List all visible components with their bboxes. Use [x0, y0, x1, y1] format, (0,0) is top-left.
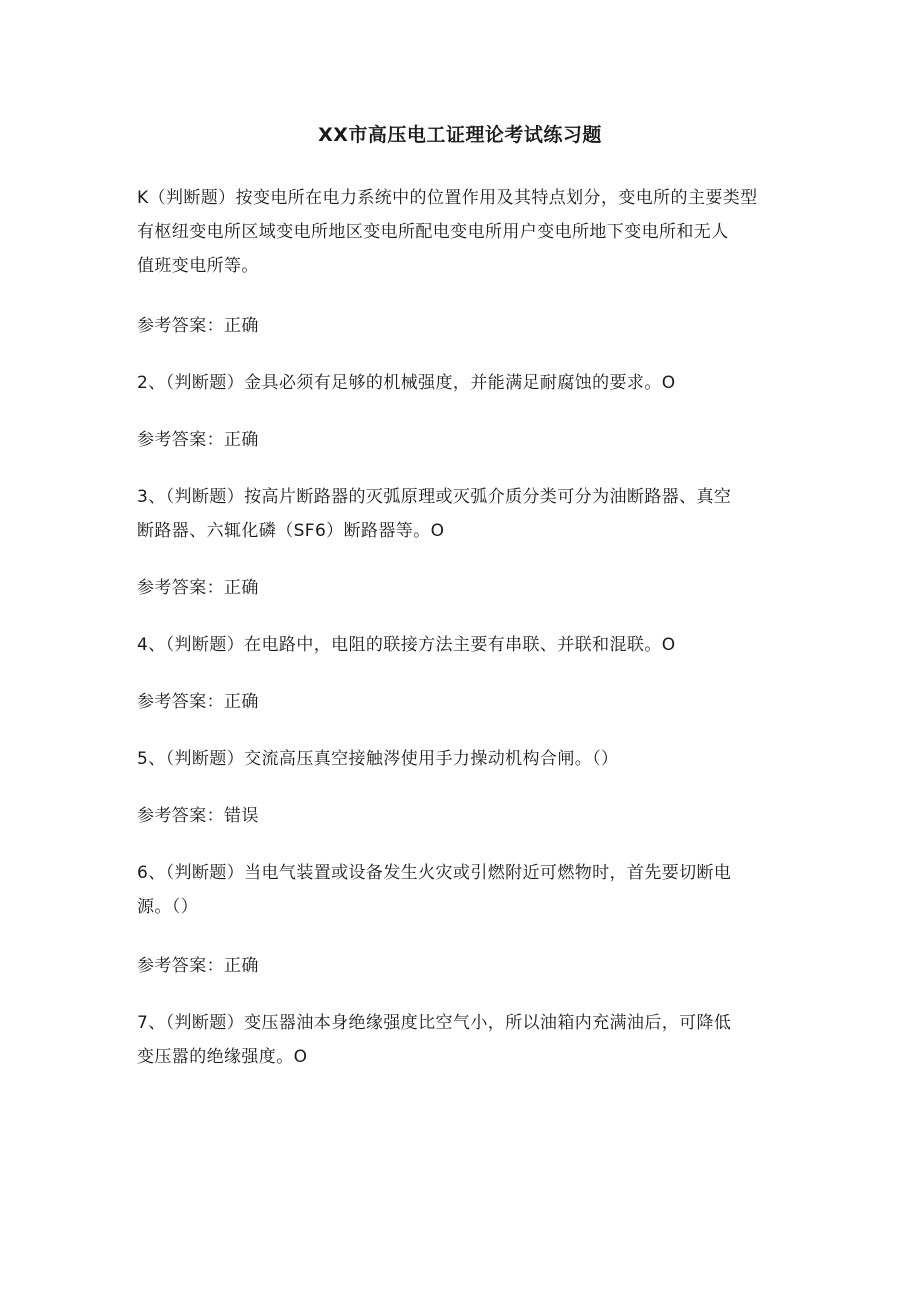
question-text-line: 断路器、六辄化磷（SF6）断路器等。O [137, 521, 445, 541]
question-2 [137, 366, 787, 400]
question-text-line: 有枢纽变电所区域变电所地区变电所配电变电所用户变电所地下变电所和无人 [137, 222, 729, 242]
answer-6: 参考答案：正确 [137, 956, 259, 976]
answer-5: 参考答案：错误 [137, 806, 259, 826]
question-text-line: 源。（） [137, 897, 199, 917]
question-4 [137, 628, 787, 662]
question-text-line: 6、（判断题）当电气装置或设备发生火灾或引燃附近可燃物时，首先要切断电 [137, 863, 732, 883]
question-5 [137, 742, 787, 776]
document-title: XX市高压电工证理论考试练习题 [318, 124, 602, 146]
answer-1: 参考答案：正确 [137, 316, 259, 336]
question-text-line: 2、（判断题）金具必须有足够的机械强度，并能满足耐腐蚀的要求。O [137, 373, 676, 393]
question-text-line: 值班变电所等。 [137, 256, 259, 276]
question-1 [137, 181, 787, 283]
question-text-line: K（判断题）按变电所在电力系统中的位置作用及其特点划分，变电所的主要类型 [137, 188, 758, 208]
question-3 [137, 480, 787, 548]
answer-4: 参考答案：正确 [137, 692, 259, 712]
question-text-line: 变压嚣的绝缘强度。O [137, 1047, 308, 1067]
answer-2: 参考答案：正确 [137, 430, 259, 450]
question-text-line: 7、（判断题）变压器油本身绝缘强度比空气小，所以油箱内充满油后，可降低 [137, 1013, 732, 1033]
question-7 [137, 1006, 787, 1074]
question-text-line: 4、（判断题）在电路中，电阻的联接方法主要有串联、并联和混联。O [137, 635, 676, 655]
answer-3: 参考答案：正确 [137, 578, 259, 598]
question-text-line: 3、（判断题）按高片断路器的灭弧原理或灭弧介质分类可分为油断路器、真空 [137, 487, 732, 507]
question-6 [137, 856, 787, 924]
question-text-line: 5、（判断题）交流高压真空接触涔使用手力操动机构合闸。（） [137, 749, 619, 769]
